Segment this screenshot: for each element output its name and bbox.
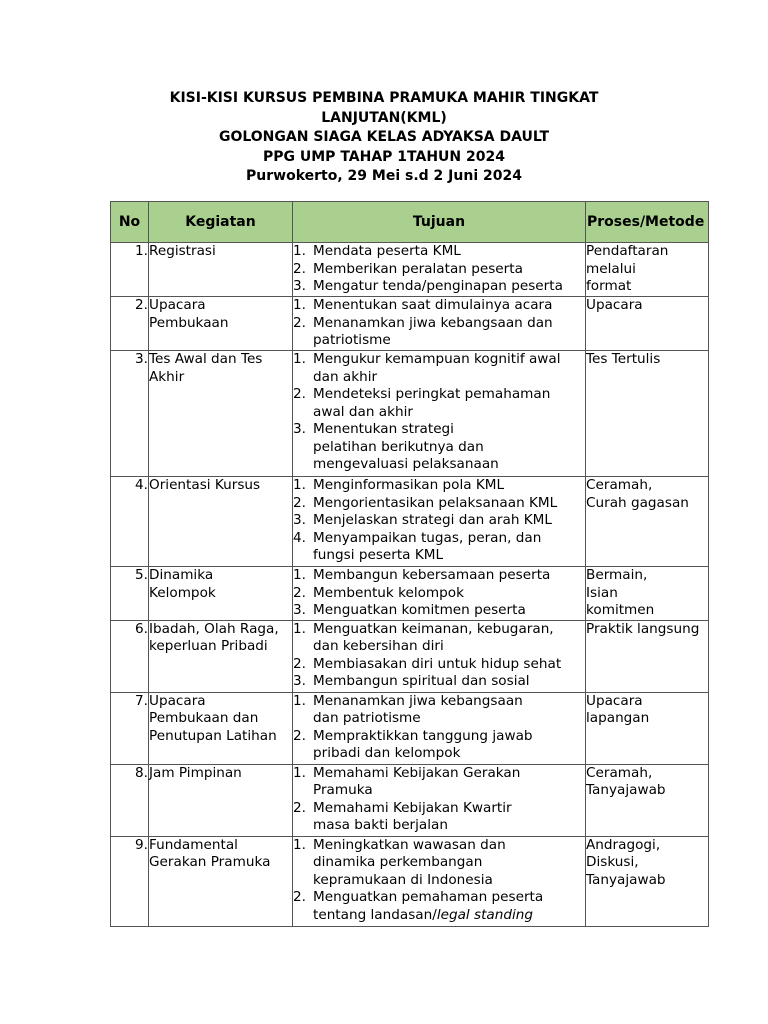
proses-text: Andragogi, — [586, 836, 661, 853]
row-number: 5. — [135, 567, 148, 583]
tujuan-text: Mengorientasikan pelaksanaan KML — [313, 494, 558, 511]
cell-tujuan — [293, 351, 586, 477]
tujuan-text-line — [313, 278, 585, 296]
tujuan-text: Memahami Kebijakan Kwartir — [313, 799, 512, 816]
tujuan-text: Mempraktikkan tanggung jawab — [313, 727, 533, 744]
cell-no — [111, 243, 149, 297]
tujuan-text-line — [313, 745, 585, 763]
cell-no — [111, 620, 149, 692]
row-number: 9. — [135, 836, 148, 853]
table-row — [111, 297, 709, 351]
tujuan-item-number: 2. — [293, 655, 306, 672]
kegiatan-text: Pembukaan dan — [149, 710, 259, 726]
tujuan-item-text — [313, 421, 585, 474]
tujuan-item-number: 2. — [293, 727, 306, 744]
tujuan-item — [293, 585, 585, 603]
tujuan-text: Menguatkan pemahaman peserta — [313, 889, 544, 905]
tujuan-text: Pramuka — [313, 782, 373, 798]
tujuan-text: Mengatur tenda/penginapan peserta — [313, 278, 563, 294]
tujuan-text-line — [313, 710, 585, 728]
title-line-2: LANJUTAN(KML) — [321, 109, 447, 126]
table-header-row — [111, 202, 709, 243]
tujuan-item-text — [313, 278, 585, 296]
tujuan-text-line — [313, 638, 585, 656]
tujuan-item-text — [313, 351, 585, 386]
proses-text: Praktik langsung — [586, 620, 700, 637]
tujuan-text: Membangun kebersamaan peserta — [313, 567, 551, 583]
tujuan-text: awal dan akhir — [313, 403, 413, 420]
tujuan-text-line — [313, 782, 585, 800]
tujuan-text: pribadi dan kelompok — [313, 745, 461, 761]
tujuan-text-line — [313, 332, 585, 350]
proses-text: Upacara — [586, 297, 643, 313]
tujuan-item-number: 1. — [293, 567, 306, 583]
kegiatan-text: Gerakan Pramuka — [149, 854, 271, 870]
kisi-table — [110, 201, 709, 927]
row-number: 8. — [135, 764, 148, 781]
kegiatan-text: Upacara — [149, 297, 206, 313]
tujuan-item — [293, 261, 585, 279]
header-proses-metode: Proses/Metode — [586, 202, 709, 243]
tujuan-text-line — [313, 261, 585, 279]
tujuan-item-text — [313, 693, 585, 728]
row-number: 7. — [135, 692, 148, 709]
proses-text: Ceramah, — [586, 764, 653, 781]
tujuan-text-line — [313, 351, 585, 369]
cell-proses-metode — [586, 297, 709, 351]
proses-text: Bermain, — [586, 567, 648, 583]
cell-kegiatan — [149, 692, 293, 764]
tujuan-text: Menguatkan komitmen peserta — [313, 602, 526, 618]
tujuan-text: Mengukur kemampuan kognitif awal — [313, 351, 561, 367]
tujuan-text-line — [313, 315, 585, 333]
tujuan-text-line — [313, 547, 585, 565]
header-tujuan: Tujuan — [293, 202, 586, 243]
tujuan-text: Meningkatkan wawasan dan — [313, 836, 506, 853]
tujuan-text: tentang landasan/ — [313, 906, 437, 923]
cell-proses-metode — [586, 764, 709, 836]
cell-kegiatan — [149, 836, 293, 926]
tujuan-text-line — [313, 907, 585, 925]
proses-text: Ceramah, — [586, 477, 653, 493]
header-no: No — [111, 202, 149, 243]
table-body — [111, 243, 709, 927]
tujuan-text: Membangun spiritual dan sosial — [313, 673, 530, 689]
tujuan-text-line — [313, 421, 585, 439]
tujuan-text: Menyampaikan tugas, peran, dan — [313, 529, 542, 546]
tujuan-item-number: 1. — [293, 351, 306, 367]
tujuan-text-line — [313, 673, 585, 691]
kegiatan-text: Registrasi — [149, 243, 216, 259]
tujuan-item-number: 3. — [293, 421, 306, 437]
kegiatan-text: Pembukaan — [149, 314, 229, 331]
tujuan-text: Mendeteksi peringkat pemahaman — [313, 386, 551, 402]
tujuan-item-text — [313, 512, 585, 530]
table-row — [111, 764, 709, 836]
tujuan-text-line — [313, 512, 585, 530]
cell-proses-metode — [586, 351, 709, 477]
tujuan-item — [293, 728, 585, 763]
proses-text: komitmen — [586, 602, 655, 618]
kegiatan-text: Penutupan Latihan — [149, 727, 277, 744]
tujuan-item-text — [313, 243, 585, 261]
tujuan-item — [293, 656, 585, 674]
proses-text: Curah gagasan — [586, 494, 689, 511]
tujuan-item-text — [313, 728, 585, 763]
kegiatan-text: Upacara — [149, 692, 206, 709]
proses-text: melalui — [586, 260, 636, 277]
proses-text: Tanyajawab — [586, 782, 666, 798]
tujuan-item — [293, 889, 585, 924]
cell-kegiatan — [149, 567, 293, 621]
tujuan-item — [293, 765, 585, 800]
tujuan-text-line — [313, 693, 585, 711]
document-title — [0, 89, 768, 187]
tujuan-item-text — [313, 297, 585, 315]
table-row — [111, 836, 709, 926]
tujuan-text-line — [313, 530, 585, 548]
proses-text: Tes Tertulis — [586, 351, 661, 367]
tujuan-text-line — [313, 297, 585, 315]
tujuan-item — [293, 602, 585, 620]
row-number: 1. — [135, 243, 148, 259]
tujuan-text: mengevaluasi pelaksanaan — [313, 456, 499, 472]
tujuan-item-text — [313, 495, 585, 513]
tujuan-text: dan patriotisme — [313, 710, 421, 726]
tujuan-text: Menanamkan jiwa kebangsaan dan — [313, 314, 553, 331]
tujuan-item-text — [313, 765, 585, 800]
cell-proses-metode — [586, 477, 709, 567]
cell-kegiatan — [149, 477, 293, 567]
cell-proses-metode — [586, 243, 709, 297]
kegiatan-text: Orientasi Kursus — [149, 477, 261, 493]
tujuan-item-number: 1. — [293, 836, 306, 853]
tujuan-text: Mendata peserta KML — [313, 243, 461, 259]
kegiatan-text: Kelompok — [149, 584, 216, 601]
tujuan-text-line — [313, 243, 585, 261]
kegiatan-text: Ibadah, Olah Raga, — [149, 620, 279, 637]
tujuan-item-number: 2. — [293, 386, 306, 402]
row-number: 4. — [135, 477, 148, 493]
kegiatan-text: Dinamika — [149, 567, 214, 583]
table-row — [111, 567, 709, 621]
tujuan-text: Menentukan strategi — [313, 421, 454, 437]
proses-text: Upacara — [586, 692, 643, 709]
tujuan-text-line — [313, 817, 585, 835]
cell-no — [111, 692, 149, 764]
tujuan-italic-term: legal standing — [436, 906, 534, 923]
tujuan-item-number: 3. — [293, 602, 306, 618]
tujuan-item — [293, 621, 585, 656]
tujuan-item — [293, 297, 585, 315]
cell-kegiatan — [149, 764, 293, 836]
tujuan-item-number: 2. — [293, 494, 306, 511]
tujuan-text: Menjelaskan strategi dan arah KML — [313, 512, 552, 528]
tujuan-item — [293, 673, 585, 691]
tujuan-item-number: 2. — [293, 314, 306, 331]
table-row — [111, 351, 709, 477]
title-line-1: KISI-KISI KURSUS PEMBINA PRAMUKA MAHIR TINGKAT — [169, 90, 599, 106]
cell-tujuan — [293, 477, 586, 567]
kegiatan-text: keperluan Pribadi — [149, 638, 268, 654]
tujuan-text: masa bakti berjalan — [313, 817, 448, 833]
tujuan-item-text — [313, 315, 585, 350]
row-number: 2. — [135, 297, 148, 313]
tujuan-text-line — [313, 585, 585, 603]
cell-kegiatan — [149, 297, 293, 351]
title-line-3: GOLONGAN SIAGA KELAS ADYAKSA DAULT — [218, 129, 550, 145]
cell-tujuan — [293, 836, 586, 926]
cell-no — [111, 351, 149, 477]
tujuan-text-line — [313, 404, 585, 422]
header-kegiatan: Kegiatan — [149, 202, 293, 243]
tujuan-item-text — [313, 602, 585, 620]
kegiatan-text: Jam Pimpinan — [149, 764, 242, 781]
cell-no — [111, 567, 149, 621]
kegiatan-text: Akhir — [149, 368, 185, 385]
proses-text: Diskusi, — [586, 854, 639, 870]
tujuan-text: pelatihan berikutnya dan — [313, 438, 484, 455]
tujuan-text-line — [313, 854, 585, 872]
tujuan-item-number: 3. — [293, 278, 306, 294]
tujuan-item-text — [313, 585, 585, 603]
tujuan-text-line — [313, 567, 585, 585]
tujuan-text-line — [313, 386, 585, 404]
tujuan-item — [293, 243, 585, 261]
tujuan-item — [293, 512, 585, 530]
tujuan-item — [293, 421, 585, 474]
kegiatan-text: Tes Awal dan Tes — [149, 351, 263, 367]
cell-proses-metode — [586, 567, 709, 621]
cell-tujuan — [293, 692, 586, 764]
tujuan-text: Membiasakan diri untuk hidup sehat — [313, 655, 562, 672]
tujuan-item — [293, 351, 585, 386]
tujuan-text: Menanamkan jiwa kebangsaan — [313, 692, 523, 709]
proses-text: Tanyajawab — [586, 871, 666, 888]
tujuan-text-line — [313, 495, 585, 513]
tujuan-item-text — [313, 386, 585, 421]
tujuan-text-line — [313, 369, 585, 387]
proses-text: format — [586, 278, 632, 294]
tujuan-text: Menguatkan keimanan, kebugaran, — [313, 620, 554, 637]
tujuan-item-number: 4. — [293, 529, 306, 546]
tujuan-item-text — [313, 837, 585, 890]
tujuan-item — [293, 530, 585, 565]
tujuan-item-number: 1. — [293, 620, 306, 637]
tujuan-text-line — [313, 456, 585, 474]
tujuan-text-line — [313, 872, 585, 890]
cell-tujuan — [293, 243, 586, 297]
tujuan-item-number: 1. — [293, 477, 306, 493]
row-number: 3. — [135, 351, 148, 367]
tujuan-item-text — [313, 673, 585, 691]
cell-kegiatan — [149, 351, 293, 477]
tujuan-text-line — [313, 621, 585, 639]
tujuan-item-number: 3. — [293, 512, 306, 528]
cell-tujuan — [293, 764, 586, 836]
tujuan-item-number: 1. — [293, 764, 306, 781]
tujuan-item — [293, 278, 585, 296]
tujuan-item-number: 1. — [293, 297, 306, 313]
tujuan-text: Menginformasikan pola KML — [313, 477, 505, 493]
cell-no — [111, 836, 149, 926]
cell-tujuan — [293, 567, 586, 621]
tujuan-item — [293, 693, 585, 728]
proses-text: Pendaftaran — [586, 243, 669, 259]
cell-no — [111, 764, 149, 836]
tujuan-item-number: 2. — [293, 584, 306, 601]
cell-kegiatan — [149, 243, 293, 297]
tujuan-item-text — [313, 621, 585, 656]
tujuan-item-number: 2. — [293, 260, 306, 277]
kegiatan-text: Fundamental — [149, 836, 238, 853]
tujuan-text-line — [313, 656, 585, 674]
tujuan-text-line — [313, 728, 585, 746]
table-row — [111, 477, 709, 567]
tujuan-text: kepramukaan di Indonesia — [313, 871, 493, 888]
tujuan-text: Memberikan peralatan peserta — [313, 260, 523, 277]
tujuan-item-number: 1. — [293, 243, 306, 259]
tujuan-text: Menentukan saat dimulainya acara — [313, 297, 553, 313]
tujuan-text-line — [313, 800, 585, 818]
tujuan-item — [293, 386, 585, 421]
tujuan-text-line — [313, 889, 585, 907]
tujuan-item-text — [313, 261, 585, 279]
tujuan-item-text — [313, 889, 585, 924]
table-row — [111, 243, 709, 297]
tujuan-item-text — [313, 477, 585, 495]
tujuan-text-line — [313, 439, 585, 457]
table-row — [111, 692, 709, 764]
tujuan-item — [293, 567, 585, 585]
cell-no — [111, 477, 149, 567]
table-row — [111, 620, 709, 692]
tujuan-item-text — [313, 656, 585, 674]
cell-kegiatan — [149, 620, 293, 692]
tujuan-text-line — [313, 765, 585, 783]
proses-text: lapangan — [586, 710, 650, 726]
cell-tujuan — [293, 620, 586, 692]
tujuan-item — [293, 837, 585, 890]
cell-proses-metode — [586, 620, 709, 692]
tujuan-item — [293, 495, 585, 513]
tujuan-item — [293, 477, 585, 495]
tujuan-item-text — [313, 567, 585, 585]
tujuan-text: Membentuk kelompok — [313, 584, 464, 601]
row-number: 6. — [135, 620, 148, 637]
tujuan-text-line — [313, 837, 585, 855]
tujuan-text: dan akhir — [313, 368, 378, 385]
title-line-5: Purwokerto, 29 Mei s.d 2 Juni 2024 — [246, 168, 522, 184]
tujuan-item-number: 2. — [293, 799, 306, 816]
cell-no — [111, 297, 149, 351]
title-line-4: PPG UMP TAHAP 1TAHUN 2024 — [263, 148, 505, 165]
cell-proses-metode — [586, 836, 709, 926]
tujuan-text: Memahami Kebijakan Gerakan — [313, 764, 521, 781]
tujuan-text-line — [313, 602, 585, 620]
proses-text: Isian — [586, 584, 618, 601]
tujuan-text-line — [313, 477, 585, 495]
tujuan-item — [293, 315, 585, 350]
tujuan-item — [293, 800, 585, 835]
cell-tujuan — [293, 297, 586, 351]
tujuan-text: dinamika perkembangan — [313, 854, 483, 870]
tujuan-item-number: 3. — [293, 673, 306, 689]
tujuan-text: patriotisme — [313, 332, 391, 348]
cell-proses-metode — [586, 692, 709, 764]
tujuan-item-text — [313, 530, 585, 565]
tujuan-text: fungsi peserta KML — [313, 547, 444, 563]
tujuan-item-number: 1. — [293, 692, 306, 709]
tujuan-text: dan kebersihan diri — [313, 638, 444, 654]
tujuan-item-number: 2. — [293, 889, 306, 905]
tujuan-item-text — [313, 800, 585, 835]
